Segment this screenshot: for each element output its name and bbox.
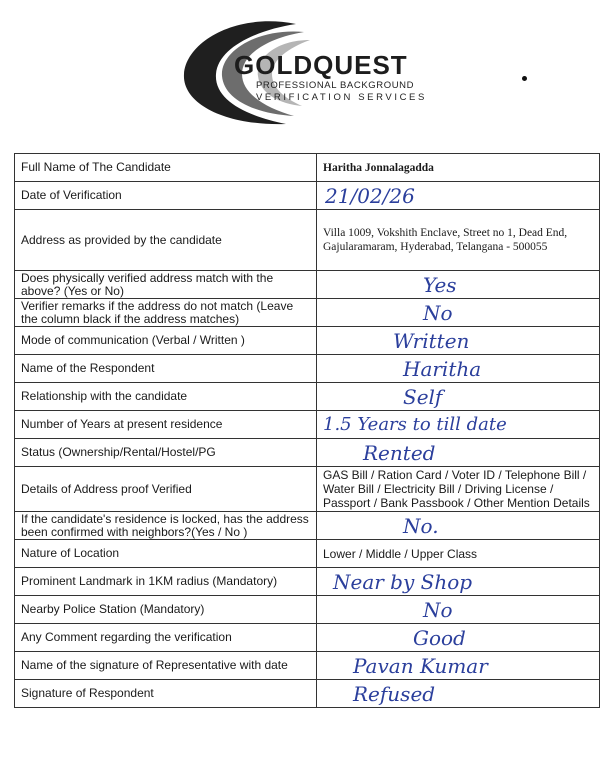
row-value xyxy=(317,299,600,327)
goldquest-logo xyxy=(176,12,446,132)
row-value xyxy=(317,271,600,299)
row-value xyxy=(317,355,600,383)
table-row xyxy=(15,624,600,652)
residence-status: Rented xyxy=(363,440,436,465)
relationship: Self xyxy=(403,384,443,409)
row-value xyxy=(317,154,600,182)
row-value xyxy=(317,182,600,210)
row-label: Nearby Police Station (Mandatory) xyxy=(15,596,317,624)
row-value xyxy=(317,210,600,271)
verification-date: 21/02/26 xyxy=(325,183,415,208)
row-label: Name of the Respondent xyxy=(15,355,317,383)
row-label: Date of Verification xyxy=(15,182,317,210)
table-row xyxy=(15,271,600,299)
verification-comment: Good xyxy=(413,625,466,650)
table-row xyxy=(15,568,600,596)
row-value xyxy=(317,652,600,680)
table-row xyxy=(15,512,600,540)
row-label: Name of the signature of Representative with date xyxy=(15,652,317,680)
table-row xyxy=(15,467,600,512)
table-row xyxy=(15,383,600,411)
table-row xyxy=(15,210,600,271)
row-label: Verifier remarks if the address do not match (Leave the column black if the address matches) xyxy=(15,299,317,327)
row-value xyxy=(317,467,600,512)
address-match: Yes xyxy=(423,272,457,297)
table-row xyxy=(15,680,600,708)
location-class-options: Lower / Middle / Upper Class xyxy=(323,546,478,561)
row-value xyxy=(317,512,600,540)
respondent-signature: Refused xyxy=(353,681,436,706)
row-label: Mode of communication (Verbal / Written ) xyxy=(15,327,317,355)
candidate-name: Haritha Jonnalagadda xyxy=(323,161,434,174)
row-value xyxy=(317,411,600,439)
table-row xyxy=(15,652,600,680)
row-label: Does physically verified address match with the above? (Yes or No) xyxy=(15,271,317,299)
table-row xyxy=(15,355,600,383)
table-row xyxy=(15,540,600,568)
row-value xyxy=(317,624,600,652)
candidate-address: Villa 1009, Vokshith Enclave, Street no 1, Dead End, Gajularamaram, Hyderabad, Telangana - 500055 xyxy=(323,227,568,253)
respondent-name: Haritha xyxy=(403,356,482,381)
brand-tagline-1: PROFESSIONAL BACKGROUND xyxy=(256,80,415,91)
row-label: Address as provided by the candidate xyxy=(15,210,317,271)
row-label: Relationship with the candidate xyxy=(15,383,317,411)
row-label: Prominent Landmark in 1KM radius (Mandatory) xyxy=(15,568,317,596)
verifier-remarks: No xyxy=(423,300,453,325)
row-value xyxy=(317,680,600,708)
neighbor-confirmation: No. xyxy=(403,513,439,538)
row-label: Full Name of The Candidate xyxy=(15,154,317,182)
scan-speck xyxy=(522,76,527,81)
row-value xyxy=(317,383,600,411)
table-row xyxy=(15,299,600,327)
row-value xyxy=(317,596,600,624)
row-label: Any Comment regarding the verification xyxy=(15,624,317,652)
police-station: No xyxy=(423,597,453,622)
table-row xyxy=(15,154,600,182)
address-proof-options: GAS Bill / Ration Card / Voter ID / Telephone Bill / Water Bill / Electricity Bill / Driving License / Passport / Bank Passbook / Other Mention Details xyxy=(323,468,590,510)
representative-signature: Pavan Kumar xyxy=(353,653,488,678)
row-label: Details of Address proof Verified xyxy=(15,467,317,512)
verification-form-table xyxy=(14,153,600,708)
row-value xyxy=(317,439,600,467)
row-value xyxy=(317,327,600,355)
table-row xyxy=(15,596,600,624)
table-row xyxy=(15,182,600,210)
row-value xyxy=(317,540,600,568)
brand-tagline-2: VERIFICATION SERVICES xyxy=(256,92,427,103)
row-label: Number of Years at present residence xyxy=(15,411,317,439)
years-at-residence: 1.5 Years to till date xyxy=(323,413,507,435)
row-value xyxy=(317,568,600,596)
row-label: Status (Ownership/Rental/Hostel/PG xyxy=(15,439,317,467)
row-label: Nature of Location xyxy=(15,540,317,568)
prominent-landmark: Near by Shop xyxy=(333,569,473,594)
row-label: If the candidate's residence is locked, has the address been confirmed with neighbors?(Yes / No ) xyxy=(15,512,317,540)
table-row xyxy=(15,411,600,439)
table-row xyxy=(15,439,600,467)
brand-name: GOLDQUEST xyxy=(234,50,408,80)
table-row xyxy=(15,327,600,355)
mode-of-communication: Written xyxy=(393,328,470,353)
row-label: Signature of Respondent xyxy=(15,680,317,708)
